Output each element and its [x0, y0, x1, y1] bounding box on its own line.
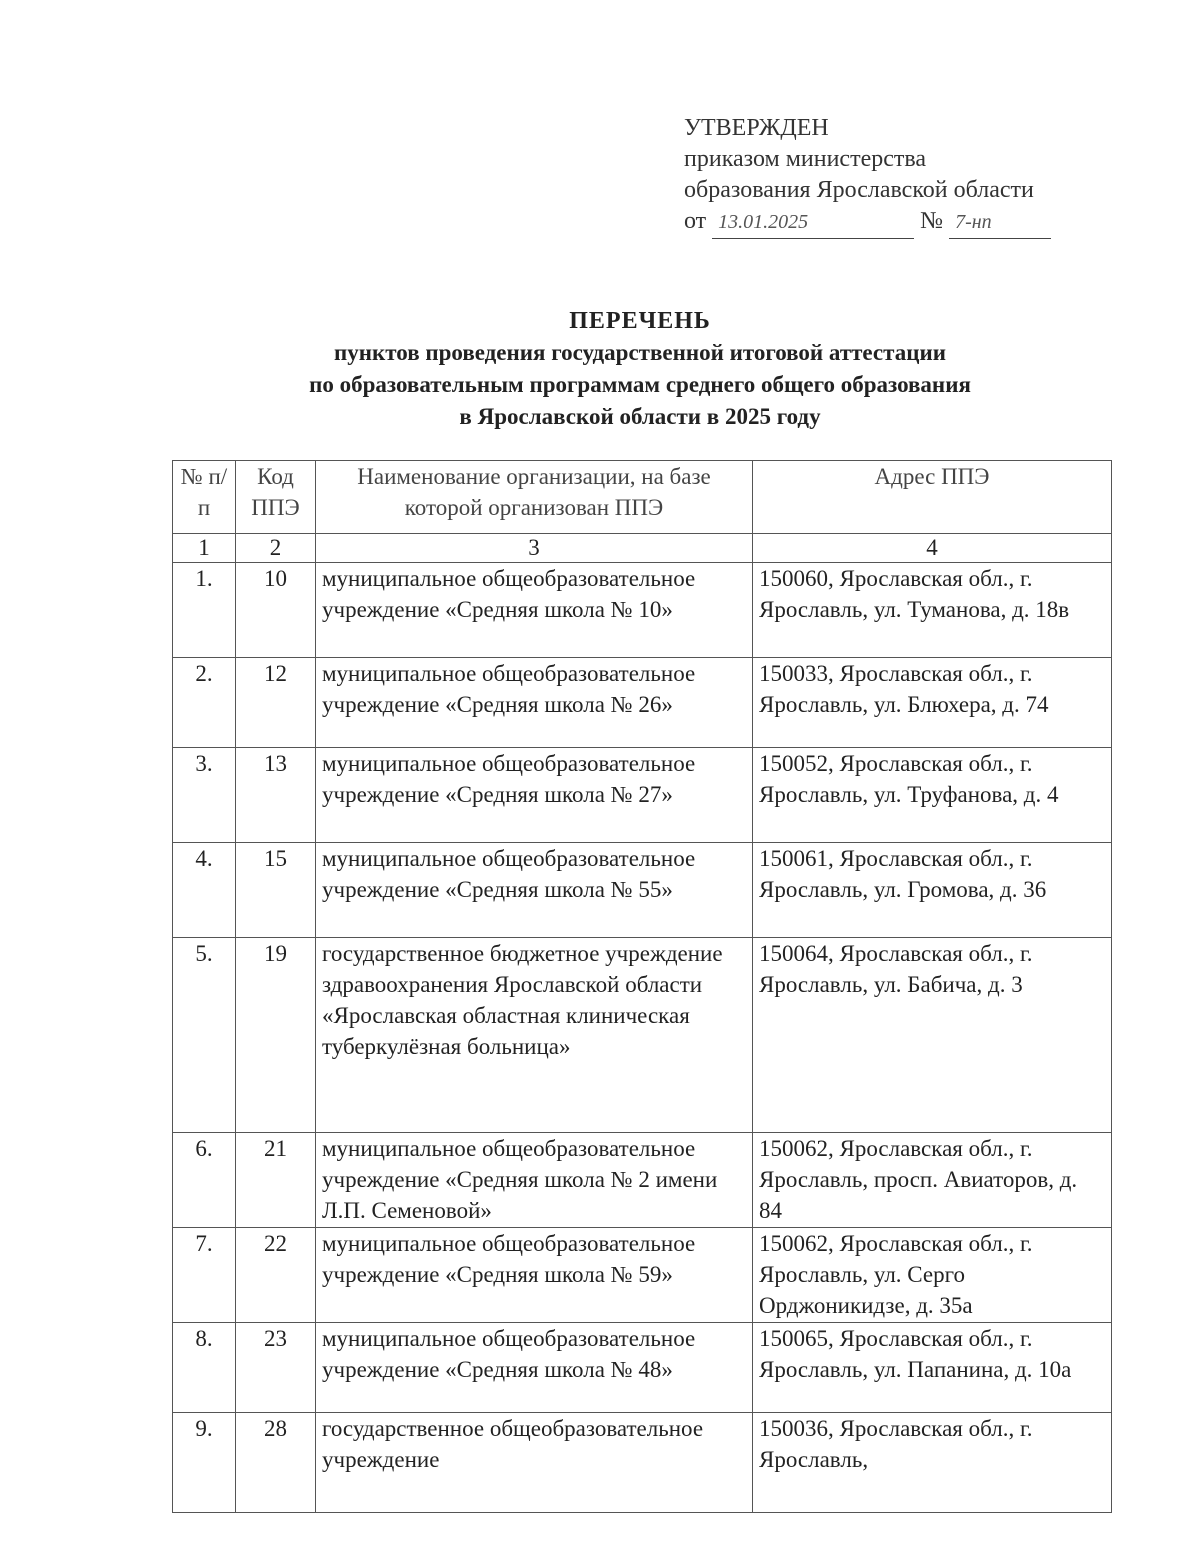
table-row [173, 748, 1112, 843]
organization-name: государственное общеобразовательное учреждение [316, 1413, 753, 1513]
table-row [173, 1323, 1112, 1413]
row-number: 3. [173, 748, 236, 843]
organization-name: муниципальное общеобразовательное учреждение «Средняя школа № 26» [316, 658, 753, 748]
order-number: 7-нп [949, 207, 1051, 239]
approval-date-line: от 13.01.2025 № 7-нп [684, 206, 1051, 239]
ppe-code: 13 [236, 748, 316, 843]
ppe-address: 150033, Ярославская обл., г. Ярославль, ул. Блюхера, д. 74 [753, 658, 1112, 748]
approval-block [684, 113, 1051, 239]
ppe-address: 150060, Ярославская обл., г. Ярославль, ул. Туманова, д. 18в [753, 563, 1112, 658]
ppe-address: 150052, Ярославская обл., г. Ярославль, ул. Труфанова, д. 4 [753, 748, 1112, 843]
column-number: 4 [753, 534, 1112, 563]
column-number: 2 [236, 534, 316, 563]
title-main: ПЕРЕЧЕНЬ [569, 308, 711, 334]
organization-name: муниципальное общеобразовательное учреждение «Средняя школа № 10» [316, 563, 753, 658]
document-title [0, 305, 1200, 433]
ppe-address: 150062, Ярославская обл., г. Ярославль, ул. Серго Орджоникидзе, д. 35а [753, 1228, 1112, 1323]
ppe-code: 23 [236, 1323, 316, 1413]
ppe-address: 150062, Ярославская обл., г. Ярославль, просп. Авиаторов, д. 84 [753, 1133, 1112, 1228]
organization-name: муниципальное общеобразовательное учреждение «Средняя школа № 27» [316, 748, 753, 843]
ppe-code: 10 [236, 563, 316, 658]
row-number: 4. [173, 843, 236, 938]
ppe-address: 150036, Ярославская обл., г. Ярославль, [753, 1413, 1112, 1513]
approval-line: образования Ярославской области [684, 177, 1034, 203]
ppe-code: 28 [236, 1413, 316, 1513]
row-number: 1. [173, 563, 236, 658]
organization-name: государственное бюджетное учреждение здравоохранения Ярославской области «Ярославская областная клиническая туберкулёзная больница» [316, 938, 753, 1133]
row-number: 2. [173, 658, 236, 748]
approval-line: приказом министерства [684, 146, 927, 172]
table-row [173, 563, 1112, 658]
column-number: 1 [173, 534, 236, 563]
organization-name: муниципальное общеобразовательное учреждение «Средняя школа № 55» [316, 843, 753, 938]
table-row [173, 658, 1112, 748]
ppe-code: 19 [236, 938, 316, 1133]
table-row [173, 1228, 1112, 1323]
header-cell: Адрес ППЭ [753, 461, 1112, 534]
ppe-code: 12 [236, 658, 316, 748]
organization-name: муниципальное общеобразовательное учреждение «Средняя школа № 2 имени Л.П. Семеновой» [316, 1133, 753, 1228]
title-line: в Ярославской области в 2025 году [459, 404, 821, 429]
row-number: 7. [173, 1228, 236, 1323]
ppe-address: 150065, Ярославская обл., г. Ярославль, ул. Папанина, д. 10а [753, 1323, 1112, 1413]
table-row [173, 1413, 1112, 1513]
ppe-address: 150064, Ярославская обл., г. Ярославль, ул. Бабича, д. 3 [753, 938, 1112, 1133]
table-row [173, 938, 1112, 1133]
row-number: 5. [173, 938, 236, 1133]
header-cell: Код ППЭ [236, 461, 316, 534]
column-number: 3 [316, 534, 753, 563]
organization-name: муниципальное общеобразовательное учреждение «Средняя школа № 59» [316, 1228, 753, 1323]
ppe-code: 15 [236, 843, 316, 938]
approval-title: УТВЕРЖДЕН [684, 115, 829, 141]
ppe-address: 150061, Ярославская обл., г. Ярославль, ул. Громова, д. 36 [753, 843, 1112, 938]
row-number: 6. [173, 1133, 236, 1228]
ppe-table [172, 460, 1112, 1513]
ppe-code: 22 [236, 1228, 316, 1323]
organization-name: муниципальное общеобразовательное учреждение «Средняя школа № 48» [316, 1323, 753, 1413]
row-number: 8. [173, 1323, 236, 1413]
title-line: пунктов проведения государственной итоговой аттестации [334, 340, 946, 365]
ppe-code: 21 [236, 1133, 316, 1228]
title-line: по образовательным программам среднего общего образования [309, 372, 971, 397]
order-date: 13.01.2025 [712, 207, 914, 239]
table-row [173, 843, 1112, 938]
table-row [173, 1133, 1112, 1228]
table-header-row [173, 461, 1112, 534]
column-number-row [173, 534, 1112, 563]
header-cell: Наименование организации, на базе которой организован ППЭ [316, 461, 753, 534]
header-cell: № п/п [173, 461, 236, 534]
row-number: 9. [173, 1413, 236, 1513]
